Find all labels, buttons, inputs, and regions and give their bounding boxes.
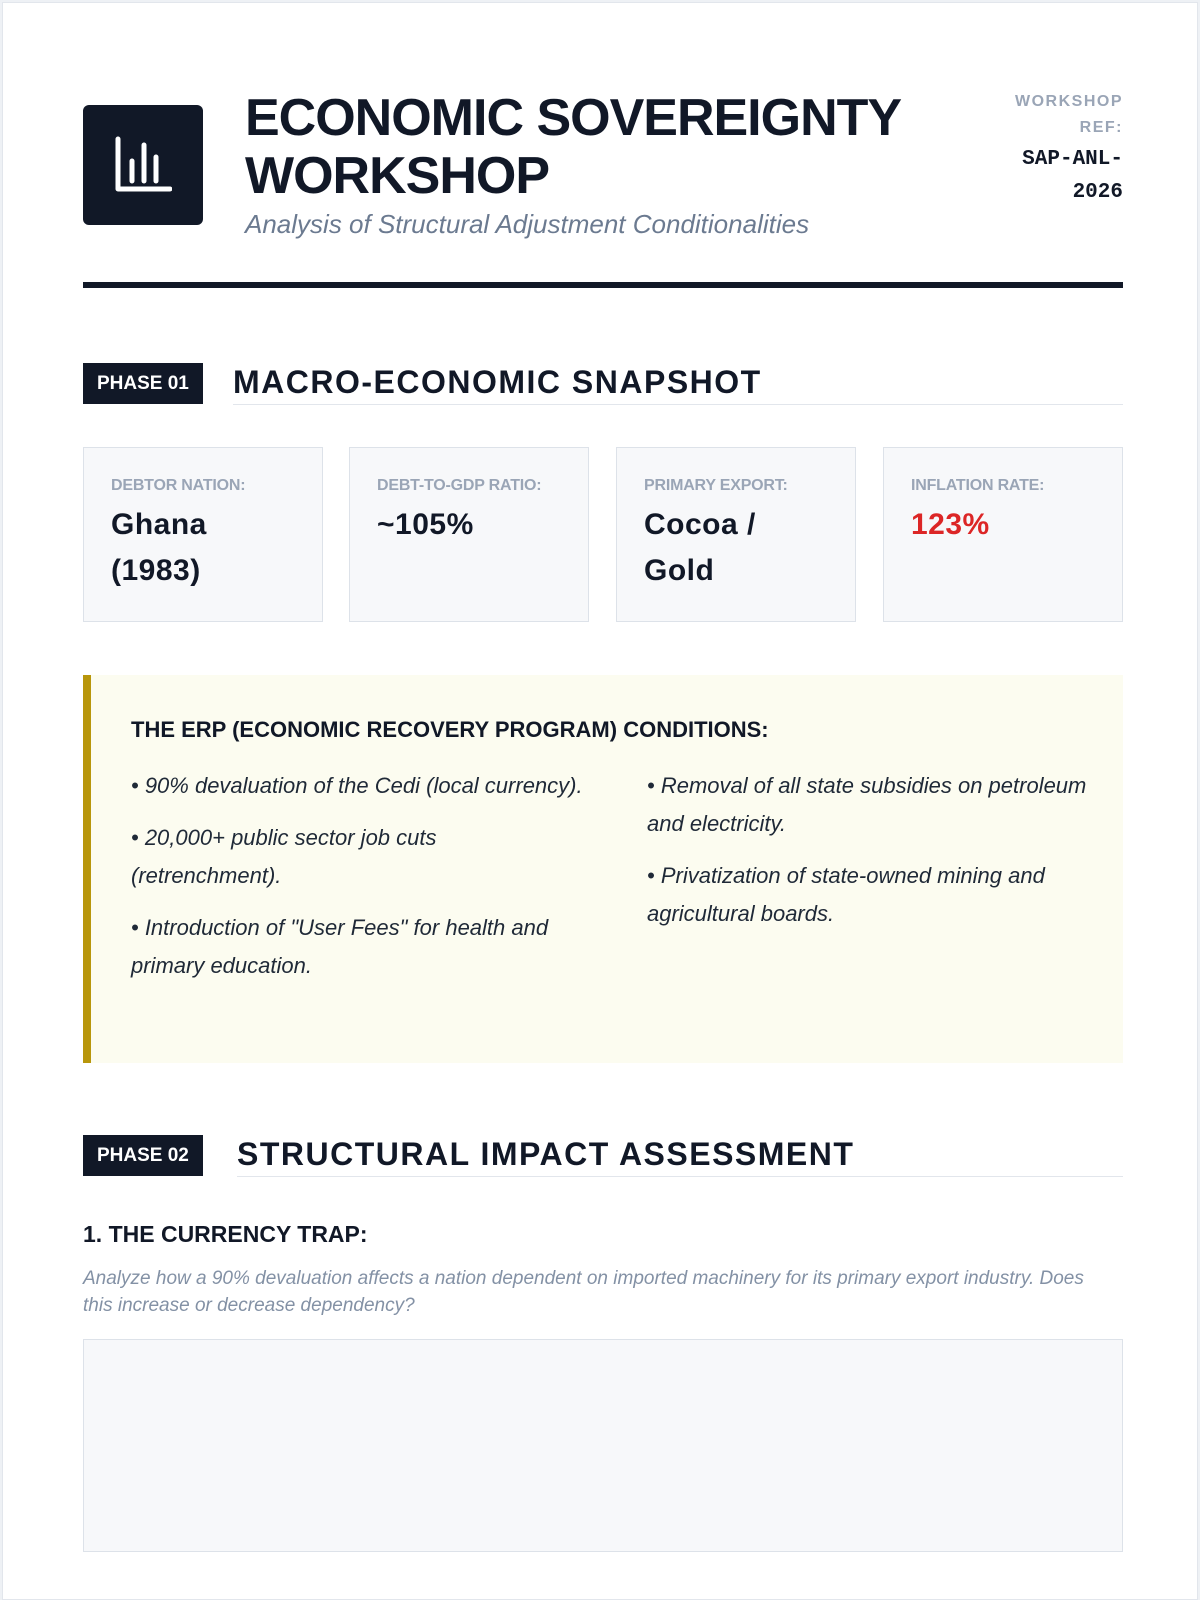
phase-02-title: STRUCTURAL IMPACT ASSESSMENT <box>237 1135 1123 1177</box>
workshop-ref <box>993 89 1123 209</box>
stat-card-debt-to-gdp <box>349 447 589 622</box>
condition-item: • Privatization of state-owned mining and agricultural boards. <box>647 863 1045 926</box>
stat-label: DEBT-TO-GDP RATIO: <box>377 477 542 494</box>
conditions-column-left <box>131 767 591 999</box>
phase-02-header <box>83 1135 1123 1177</box>
phase-01-title: MACRO-ECONOMIC SNAPSHOT <box>233 363 1123 405</box>
question-title: 1. THE CURRENCY TRAP: <box>83 1221 368 1247</box>
stat-label: INFLATION RATE: <box>911 477 1045 494</box>
worksheet-page <box>2 2 1198 1600</box>
page-subtitle: Analysis of Structural Adjustment Conditionalities <box>245 209 810 239</box>
phase-01-badge: PHASE 01 <box>83 363 203 404</box>
workshop-ref-label: WORKSHOP REF: <box>1015 93 1123 136</box>
header-divider <box>83 282 1123 288</box>
stat-label: DEBTOR NATION: <box>111 477 246 494</box>
condition-item: • Introduction of "User Fees" for health and primary education. <box>131 915 549 978</box>
bar-chart-icon <box>114 135 172 193</box>
stat-cards <box>83 447 1123 622</box>
stat-value: Ghana (1983) <box>111 508 207 587</box>
stat-card-debtor-nation <box>83 447 323 622</box>
stat-value-alert: 123% <box>911 508 990 541</box>
conditions-column-right <box>647 767 1107 947</box>
answer-input-box[interactable] <box>83 1339 1123 1552</box>
stat-card-inflation-rate <box>883 447 1123 622</box>
condition-item: • 90% devaluation of the Cedi (local currency). <box>131 773 583 798</box>
condition-item: • 20,000+ public sector job cuts (retrenchment). <box>131 825 437 888</box>
stat-label: PRIMARY EXPORT: <box>644 477 788 494</box>
stat-value: Cocoa / Gold <box>644 508 756 587</box>
stat-card-primary-export <box>616 447 856 622</box>
phase-02-badge: PHASE 02 <box>83 1135 203 1176</box>
logo <box>83 105 203 225</box>
stat-value: ~105% <box>377 508 474 541</box>
workshop-ref-value: SAP-ANL-2026 <box>1022 148 1123 204</box>
phase-01-header <box>83 363 1123 405</box>
worksheet-header <box>83 89 1123 249</box>
erp-conditions-box <box>83 675 1123 1063</box>
page-title: ECONOMIC SOVEREIGNTY WORKSHOP <box>245 89 901 205</box>
question-prompt: Analyze how a 90% devaluation affects a nation dependent on imported machinery for its primary export industry. Does this increase or decrease dependency? <box>83 1268 1084 1316</box>
condition-item: • Removal of all state subsidies on petroleum and electricity. <box>647 773 1087 836</box>
erp-conditions-title: THE ERP (ECONOMIC RECOVERY PROGRAM) CONDITIONS: <box>131 717 769 742</box>
